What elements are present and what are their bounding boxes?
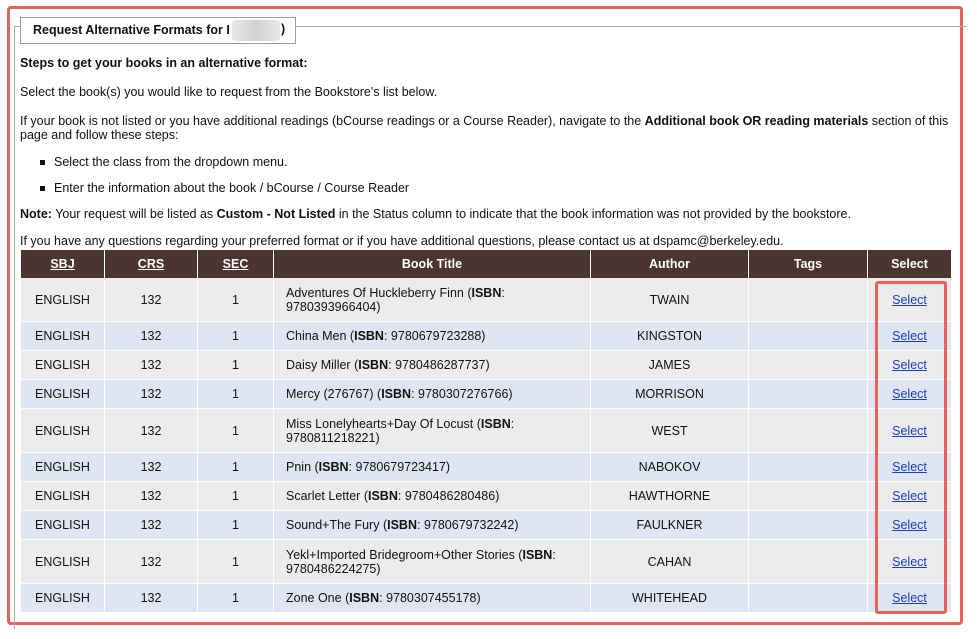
cell-sec: 1 <box>198 453 274 482</box>
cell-sbj: ENGLISH <box>21 540 105 584</box>
cell-sbj: ENGLISH <box>21 409 105 453</box>
cell-author: WEST <box>591 409 749 453</box>
cell-sbj: ENGLISH <box>21 511 105 540</box>
cell-tags <box>749 540 868 584</box>
cell-sec: 1 <box>198 380 274 409</box>
cell-select <box>868 322 952 351</box>
cell-sbj: ENGLISH <box>21 380 105 409</box>
table-row <box>21 351 952 380</box>
header-crs[interactable]: CRS <box>105 250 198 278</box>
cell-tags <box>749 278 868 322</box>
table-row <box>21 380 952 409</box>
cell-author: MORRISON <box>591 380 749 409</box>
cell-sec: 1 <box>198 584 274 613</box>
cell-tags <box>749 351 868 380</box>
cell-sbj: ENGLISH <box>21 351 105 380</box>
table-row <box>21 511 952 540</box>
cell-select <box>868 380 952 409</box>
select-link[interactable]: Select <box>892 591 927 605</box>
cell-author: CAHAN <box>591 540 749 584</box>
cell-select <box>868 351 952 380</box>
legend-close-paren: ) <box>281 22 286 36</box>
instructions <box>20 56 955 248</box>
books-table <box>21 250 952 613</box>
step-item: Select the class from the dropdown menu. <box>54 155 955 169</box>
select-link[interactable]: Select <box>892 489 927 503</box>
select-link[interactable]: Select <box>892 518 927 532</box>
step-item: Enter the information about the book / bCourse / Course Reader <box>54 181 955 195</box>
cell-tags <box>749 322 868 351</box>
table-row <box>21 584 952 613</box>
cell-select <box>868 482 952 511</box>
header-tags: Tags <box>749 250 868 278</box>
cell-sbj: ENGLISH <box>21 322 105 351</box>
cell-book-title: Mercy (276767) (ISBN: 9780307276766) <box>274 380 591 409</box>
select-link[interactable]: Select <box>892 554 927 569</box>
cell-author: FAULKNER <box>591 511 749 540</box>
cell-crs: 132 <box>105 278 198 322</box>
cell-sbj: ENGLISH <box>21 584 105 613</box>
cell-select <box>868 409 952 453</box>
cell-sec: 1 <box>198 482 274 511</box>
cell-crs: 132 <box>105 322 198 351</box>
cell-book-title: Zone One (ISBN: 9780307455178) <box>274 584 591 613</box>
cell-sec: 1 <box>198 322 274 351</box>
steps-heading: Steps to get your books in an alternative format: <box>20 56 308 70</box>
cell-select <box>868 511 952 540</box>
steps-list <box>20 155 955 195</box>
cell-sec: 1 <box>198 540 274 584</box>
cell-crs: 132 <box>105 584 198 613</box>
table-row <box>21 453 952 482</box>
cell-book-title: Adventures Of Huckleberry Finn (ISBN: 9780393966404) <box>274 278 591 322</box>
cell-book-title: Scarlet Letter (ISBN: 9780486280486) <box>274 482 591 511</box>
cell-book-title: Sound+The Fury (ISBN: 9780679732242) <box>274 511 591 540</box>
header-select: Select <box>868 250 952 278</box>
select-link[interactable]: Select <box>892 358 927 372</box>
cell-crs: 132 <box>105 540 198 584</box>
select-link[interactable]: Select <box>892 460 927 474</box>
table-row <box>21 409 952 453</box>
cell-book-title: China Men (ISBN: 9780679723288) <box>274 322 591 351</box>
cell-sbj: ENGLISH <box>21 482 105 511</box>
cell-crs: 132 <box>105 511 198 540</box>
cell-sec: 1 <box>198 511 274 540</box>
redacted-name <box>232 20 280 41</box>
cell-crs: 132 <box>105 380 198 409</box>
table-row <box>21 322 952 351</box>
cell-tags <box>749 584 868 613</box>
cell-author: TWAIN <box>591 278 749 322</box>
cell-author: JAMES <box>591 351 749 380</box>
cell-sec: 1 <box>198 278 274 322</box>
cell-tags <box>749 482 868 511</box>
not-listed-instruction: If your book is not listed or you have additional readings (bCourse readings or a Course Reader), navigate to the Additional book OR reading materials section of this page and follow these steps: <box>20 114 949 142</box>
cell-crs: 132 <box>105 351 198 380</box>
table-header-row <box>21 250 952 278</box>
cell-tags <box>749 380 868 409</box>
cell-tags <box>749 409 868 453</box>
cell-sec: 1 <box>198 409 274 453</box>
cell-select <box>868 278 952 322</box>
cell-tags <box>749 511 868 540</box>
select-link[interactable]: Select <box>892 292 927 307</box>
cell-author: HAWTHORNE <box>591 482 749 511</box>
fieldset-border-left <box>14 26 15 629</box>
table-row <box>21 540 952 584</box>
header-book-title: Book Title <box>274 250 591 278</box>
table-row <box>21 278 952 322</box>
header-sec[interactable]: SEC <box>198 250 274 278</box>
cell-crs: 132 <box>105 453 198 482</box>
select-instruction: Select the book(s) you would like to request from the Bookstore's list below. <box>20 85 438 99</box>
cell-book-title: Yekl+Imported Bridegroom+Other Stories (ISBN: 9780486224275) <box>274 540 591 584</box>
cell-author: NABOKOV <box>591 453 749 482</box>
cell-tags <box>749 453 868 482</box>
cell-book-title: Miss Lonelyhearts+Day Of Locust (ISBN: 9780811218221) <box>274 409 591 453</box>
cell-select <box>868 540 952 584</box>
select-link[interactable]: Select <box>892 423 927 438</box>
cell-book-title: Daisy Miller (ISBN: 9780486287737) <box>274 351 591 380</box>
cell-select <box>868 584 952 613</box>
cell-author: KINGSTON <box>591 322 749 351</box>
select-link[interactable]: Select <box>892 387 927 401</box>
select-link[interactable]: Select <box>892 329 927 343</box>
cell-crs: 132 <box>105 409 198 453</box>
note-text: Note: Your request will be listed as Custom - Not Listed in the Status column to indicate that the book information was not provided by the bookstore. <box>20 207 851 221</box>
legend-title: Request Alternative Formats for I <box>33 23 230 37</box>
cell-book-title: Pnin (ISBN: 9780679723417) <box>274 453 591 482</box>
header-author: Author <box>591 250 749 278</box>
header-sbj[interactable]: SBJ <box>21 250 105 278</box>
cell-sec: 1 <box>198 351 274 380</box>
contact-text: If you have any questions regarding your preferred format or if you have additional questions, please contact us at dspamc@berkeley.edu. <box>20 234 784 248</box>
cell-author: WHITEHEAD <box>591 584 749 613</box>
cell-sbj: ENGLISH <box>21 453 105 482</box>
cell-sbj: ENGLISH <box>21 278 105 322</box>
cell-select <box>868 453 952 482</box>
table-row <box>21 482 952 511</box>
cell-crs: 132 <box>105 482 198 511</box>
